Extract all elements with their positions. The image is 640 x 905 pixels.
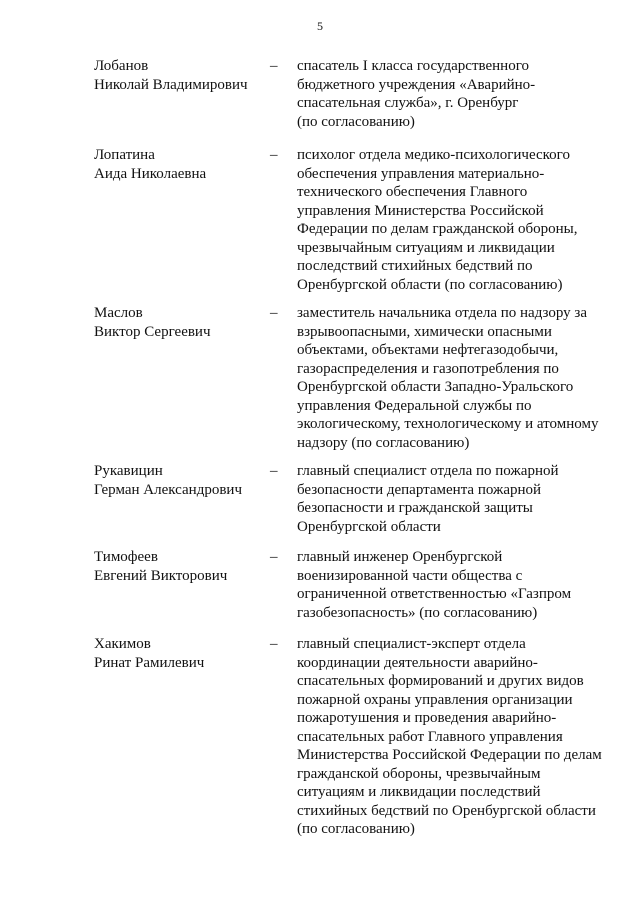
description-line: пожарной охраны управления организации <box>297 691 573 708</box>
description-line: главный специалист-эксперт отдела <box>297 636 526 652</box>
description-line: обеспечения управления материально- <box>297 165 545 182</box>
description-line: стихийных бедствий по Оренбургской области <box>297 802 596 819</box>
description-line: управления Федеральной службы по <box>297 397 532 414</box>
description-line: ситуациям и ликвидации последствий <box>297 784 541 800</box>
person-name: Хакимов Ринат Рамилевич <box>94 636 205 671</box>
separator-dash: – <box>270 58 278 74</box>
description-line: объектами, объектами нефтегазодобычи, <box>297 342 559 358</box>
person-name: Маслов Виктор Сергеевич <box>94 305 211 340</box>
description-line: главный специалист отдела по пожарной <box>297 463 559 479</box>
separator-dash: – <box>270 305 278 321</box>
person-name: Лопатина Аида Николаевна <box>94 147 207 182</box>
description-line: гражданской обороны, чрезвычайным <box>297 765 541 782</box>
description-line: спасательных формирований и других видов <box>297 673 584 689</box>
description-line: газобезопасность» (по согласованию) <box>297 604 538 621</box>
position-description <box>297 57 617 131</box>
person-name: Лобанов Николай Владимирович <box>94 58 248 93</box>
description-line: технического обеспечения Главного <box>297 184 528 200</box>
description-line: чрезвычайным ситуациям и ликвидации <box>297 239 555 256</box>
description-line: Оренбургской области Западно-Уральского <box>297 379 574 395</box>
description-line: экологическому, технологическому и атомному <box>297 416 599 432</box>
person-name: Рукавицин Герман Александрович <box>94 463 242 498</box>
description-line: управления Министерства Российской <box>297 202 544 219</box>
description-line: координации деятельности аварийно- <box>297 654 538 671</box>
description-line: Оренбургской области <box>297 518 441 535</box>
position-description <box>297 635 617 839</box>
description-line: (по согласованию) <box>297 821 415 837</box>
description-line: (по согласованию) <box>297 113 415 130</box>
separator-dash: – <box>270 463 278 479</box>
description-line: спасательных работ Главного управления <box>297 728 563 745</box>
description-line: надзору (по согласованию) <box>297 434 470 451</box>
position-description <box>297 548 617 622</box>
description-line: взрывоопасными, химически опасными <box>297 323 552 340</box>
position-description <box>297 146 617 294</box>
description-line: главный инженер Оренбургской <box>297 549 503 565</box>
description-line: последствий стихийных бедствий по <box>297 258 533 274</box>
separator-dash: – <box>270 636 278 652</box>
separator-dash: – <box>270 147 278 163</box>
description-line: Министерства Российской Федерации по делам <box>297 747 602 763</box>
description-line: военизированной части общества с <box>297 567 523 584</box>
description-line: заместитель начальника отдела по надзору за <box>297 305 587 321</box>
description-line: безопасности и гражданской защиты <box>297 500 533 516</box>
position-description <box>297 304 617 452</box>
position-description <box>297 462 617 536</box>
description-line: бюджетного учреждения «Аварийно- <box>297 76 536 93</box>
description-line: психолог отдела медико-психологического <box>297 147 570 163</box>
separator-dash: – <box>270 549 278 565</box>
description-line: спасательная служба», г. Оренбург <box>297 95 519 111</box>
description-line: Оренбургской области (по согласованию) <box>297 276 563 293</box>
description-line: Федерации по делам гражданской обороны, <box>297 221 578 237</box>
description-line: газораспределения и газопотребления по <box>297 360 559 377</box>
person-name: Тимофеев Евгений Викторович <box>94 549 228 584</box>
page-number: 5 <box>317 19 323 33</box>
description-line: ограниченной ответственностью «Газпром <box>297 586 572 602</box>
description-line: спасатель I класса государственного <box>297 58 529 74</box>
description-line: пожаротушения и проведения аварийно- <box>297 710 557 726</box>
description-line: безопасности департамента пожарной <box>297 481 542 498</box>
